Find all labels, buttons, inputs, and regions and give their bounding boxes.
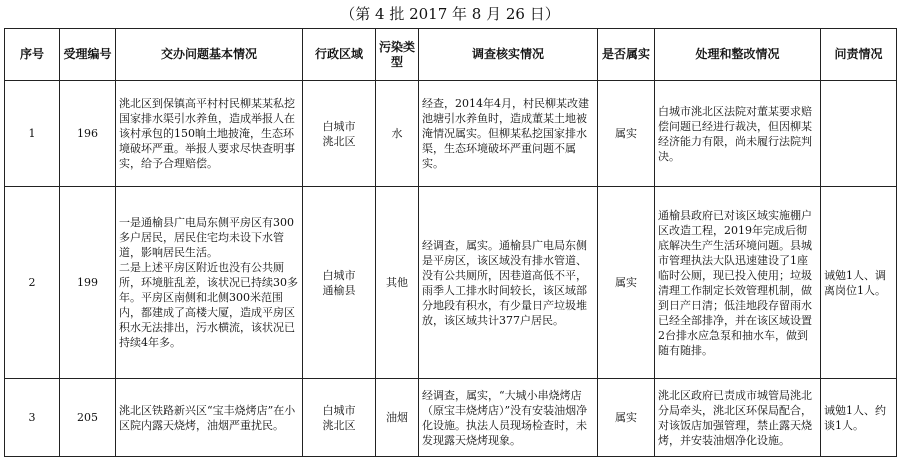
cell-pollution: 水	[376, 81, 419, 187]
region-city: 白城市	[322, 268, 356, 282]
region-district: 洮北区	[322, 134, 356, 148]
issue-paragraph: 洮北区到保镇高平村村民柳某某私挖国家排水渠引水养鱼，造成举报人在该村承包的150晌土地披淹，生态环境破坏严重。举报人要求尽快查明事实，给予合理赔偿。	[119, 97, 295, 170]
cell-verified: 属实	[598, 379, 655, 457]
header-case-no: 受理编号	[60, 29, 116, 81]
handling-paragraph: 洮北区政府已责成市城管局洮北分局牵头，洮北区环保局配合，对该饭店加强管理，禁止露天烧烤，并安装油烟净化设施。	[658, 388, 812, 447]
table-row	[5, 187, 897, 379]
cell-investigation	[419, 187, 598, 379]
cell-investigation	[419, 379, 598, 457]
document-caption: （第 4 批 2017 年 8 月 26 日）	[340, 5, 560, 23]
header-issue: 交办问题基本情况	[116, 29, 303, 81]
cell-seq: 3	[5, 379, 60, 457]
cell-case-no: 199	[60, 187, 116, 379]
cell-accountability: 诫勉1人、调离岗位1人。	[821, 187, 897, 379]
cell-region	[303, 379, 376, 457]
issue-paragraph: 洮北区铁路新兴区“宝丰烧烤店”在小区院内露天烧烤，油烟严重扰民。	[119, 403, 296, 432]
cell-pollution: 油烟	[376, 379, 419, 457]
region-city: 白城市	[322, 119, 356, 133]
cell-verified: 属实	[598, 187, 655, 379]
handling-paragraph: 白城市洮北区法院对董某要求赔偿问题已经进行裁决，但因柳某经济能力有限，尚未履行法院判决。	[658, 104, 812, 163]
cell-case-no: 196	[60, 81, 116, 187]
cell-region	[303, 187, 376, 379]
cell-handling	[655, 379, 821, 457]
issue-paragraph: 一是通榆县广电局东侧平房区有300多户居民，居民住宅均未设下水管道，影响居民生活。	[119, 216, 294, 259]
header-verified: 是否属实	[598, 29, 655, 81]
region-city: 白城市	[322, 403, 356, 417]
cell-investigation	[419, 81, 598, 187]
cell-issue	[116, 81, 303, 187]
header-seq: 序号	[5, 29, 60, 81]
header-region: 行政区域	[303, 29, 376, 81]
table-row	[5, 81, 897, 187]
header-accountability: 问责情况	[821, 29, 897, 81]
cell-seq: 2	[5, 187, 60, 379]
cell-issue	[116, 379, 303, 457]
investigation-paragraph: 经调查，属实。通榆县广电局东侧是平房区，该区域没有排水管道、没有公共厕所，因巷道高低不平，雨季人工排水时间较长，该区域部分地段有积水，有少量日产垃圾堆放，该区域共计377户居民。	[422, 238, 587, 327]
complaint-table	[4, 28, 897, 457]
cell-accountability: 诫勉1人、约谈1人。	[821, 379, 897, 457]
investigation-paragraph: 经查，2014年4月，村民柳某改建池塘引水养鱼时，造成董某土地被淹情况属实。但柳某私挖国家排水渠，生态环境破坏严重问题不属实。	[422, 97, 589, 170]
table-row	[5, 379, 897, 457]
issue-paragraph: 二是上述平房区附近也没有公共厕所，环境脏乱差，该状况已持续30多年。平房区南侧和北侧300米范围内，都建成了高楼大厦，造成平房区积水无法排出，污水横流，该状况已持续4年多。	[119, 261, 298, 349]
investigation-paragraph: 经调查，属实，“大城小串烧烤店（原宝丰烧烤店）”没有安装油烟净化设施。执法人员现场检查时，未发现露天烧烤现象。	[422, 388, 588, 447]
header-pollution: 污染类型	[376, 29, 419, 81]
header-investigation: 调查核实情况	[419, 29, 598, 81]
cell-accountability	[821, 81, 897, 187]
region-district: 洮北区	[322, 418, 356, 432]
handling-paragraph: 通榆县政府已对该区域实施棚户区改造工程，2019年完成后彻底解决生产生活环境问题。县城市管理执法大队迅速建设了1座临时公厕，现已投入使用；垃圾清理工作制定长效管理机制，做到日产日清；低洼地段存留雨水已经全部排净，并在该区域设置2台排水应急泵和抽水车，做到随有随排。	[658, 208, 812, 357]
cell-seq: 1	[5, 81, 60, 187]
cell-region	[303, 81, 376, 187]
table-header-row	[5, 29, 897, 81]
cell-handling	[655, 187, 821, 379]
cell-pollution: 其他	[376, 187, 419, 379]
region-district: 通榆县	[322, 283, 356, 297]
header-handling: 处理和整改情况	[655, 29, 821, 81]
cell-issue	[116, 187, 303, 379]
cell-handling	[655, 81, 821, 187]
cell-verified: 属实	[598, 81, 655, 187]
cell-case-no: 205	[60, 379, 116, 457]
